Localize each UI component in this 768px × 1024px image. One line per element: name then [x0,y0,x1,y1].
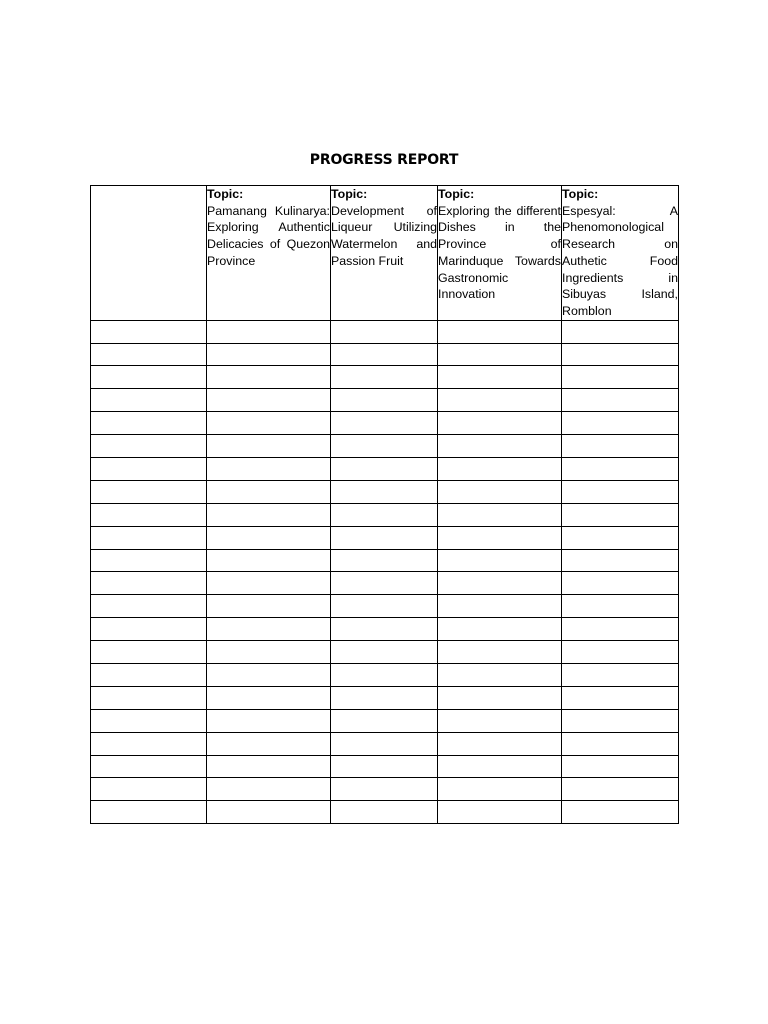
table-cell [207,389,331,412]
table-cell [562,572,679,595]
table-cell [438,595,562,618]
table-cell [91,572,207,595]
table-cell [331,618,438,641]
table-row [91,618,679,641]
corner-cell [91,186,207,321]
table-cell [91,412,207,435]
table-cell [91,686,207,709]
table-cell [562,755,679,778]
table-cell [438,366,562,389]
table-cell [331,778,438,801]
table-cell [207,755,331,778]
table-cell [562,526,679,549]
table-cell [438,457,562,480]
table-cell [562,389,679,412]
table-cell [562,709,679,732]
table-cell [438,435,562,458]
table-cell [91,343,207,366]
page-title: PROGRESS REPORT [309,152,459,168]
table-row [91,641,679,664]
table-cell [207,526,331,549]
table-row [91,480,679,503]
table-cell [438,412,562,435]
table-cell [91,549,207,572]
topic-text: Espesyal: A Phenomonological Research on Authetic Food Ingredients in Sibuyas Island, Romblon [562,203,678,318]
table-cell [562,549,679,572]
table-cell [207,480,331,503]
table-cell [331,435,438,458]
table-cell [91,366,207,389]
table-cell [91,526,207,549]
table-row [91,572,679,595]
table-cell [438,663,562,686]
table-row [91,801,679,824]
table-row [91,709,679,732]
table-cell [207,572,331,595]
table-cell [91,778,207,801]
table-cell [562,595,679,618]
table-row [91,320,679,343]
table-header-row [91,186,679,321]
topic-label: Topic: [438,187,475,201]
table-cell [91,732,207,755]
topic-header-1 [207,186,331,321]
table-row [91,778,679,801]
table-cell [331,343,438,366]
table-cell [331,412,438,435]
table-cell [562,778,679,801]
table-cell [438,778,562,801]
table-cell [207,732,331,755]
table-cell [562,503,679,526]
table-cell [438,618,562,641]
table-cell [562,343,679,366]
table-row [91,732,679,755]
table-cell [562,320,679,343]
table-cell [207,663,331,686]
table-cell [91,595,207,618]
table-cell [91,457,207,480]
table-row [91,435,679,458]
table-cell [562,435,679,458]
table-row [91,595,679,618]
table-cell [91,435,207,458]
table-cell [562,732,679,755]
table-cell [438,526,562,549]
table-cell [91,503,207,526]
table-cell [562,641,679,664]
table-cell [438,320,562,343]
table-cell [562,618,679,641]
table-cell [331,801,438,824]
table-cell [331,641,438,664]
table-row [91,412,679,435]
table-cell [207,595,331,618]
table-cell [331,503,438,526]
table-cell [91,641,207,664]
table-cell [91,389,207,412]
table-cell [331,526,438,549]
table-cell [438,389,562,412]
table-cell [207,549,331,572]
table-cell [331,755,438,778]
table-cell [207,320,331,343]
table-cell [562,480,679,503]
topic-header-3 [438,186,562,321]
table-cell [438,343,562,366]
table-row [91,457,679,480]
table-cell [438,732,562,755]
table-cell [438,686,562,709]
table-cell [207,801,331,824]
topic-text: Pamanang Kulinarya: Exploring Authentic Delicacies of Quezon Province [207,203,330,268]
table-row [91,549,679,572]
table-cell [207,503,331,526]
table-cell [562,366,679,389]
table-cell [207,618,331,641]
table-cell [331,572,438,595]
table-cell [207,778,331,801]
table-row [91,526,679,549]
table-cell [331,595,438,618]
table-row [91,663,679,686]
table-cell [91,480,207,503]
table-row [91,366,679,389]
table-cell [562,686,679,709]
table-row [91,389,679,412]
table-cell [207,343,331,366]
table-cell [207,641,331,664]
table-cell [438,503,562,526]
table-row [91,755,679,778]
table-cell [562,663,679,686]
topic-text: Development of Liqueur Utilizing Watermelon and Passion Fruit [331,203,437,268]
table-cell [207,709,331,732]
table-cell [331,663,438,686]
table-cell [91,320,207,343]
topic-label: Topic: [562,187,599,201]
table-cell [331,320,438,343]
table-cell [207,412,331,435]
table-cell [91,709,207,732]
table-cell [562,412,679,435]
table-cell [438,480,562,503]
topic-label: Topic: [331,187,368,201]
table-cell [91,663,207,686]
table-cell [331,549,438,572]
table-body [91,320,679,824]
table-row [91,503,679,526]
table-cell [91,801,207,824]
table-cell [331,686,438,709]
table-cell [562,457,679,480]
topic-header-2 [331,186,438,321]
table-cell [438,755,562,778]
topic-text: Exploring the different Dishes in the Province of Marinduque Towards Gastronomic Innovation [438,203,561,302]
table-cell [331,709,438,732]
table-cell [91,618,207,641]
topic-label: Topic: [207,187,244,201]
table-cell [207,435,331,458]
table-cell [91,755,207,778]
progress-report-table [90,185,679,824]
table-cell [207,686,331,709]
table-cell [207,366,331,389]
table-cell [438,572,562,595]
table-row [91,686,679,709]
table-cell [207,457,331,480]
table-cell [331,732,438,755]
table-cell [331,480,438,503]
table-cell [331,366,438,389]
table-cell [438,709,562,732]
table-row [91,343,679,366]
table-cell [438,549,562,572]
table-cell [331,389,438,412]
table-cell [331,457,438,480]
table-cell [438,801,562,824]
table-cell [562,801,679,824]
table-cell [438,641,562,664]
topic-header-4 [562,186,679,321]
